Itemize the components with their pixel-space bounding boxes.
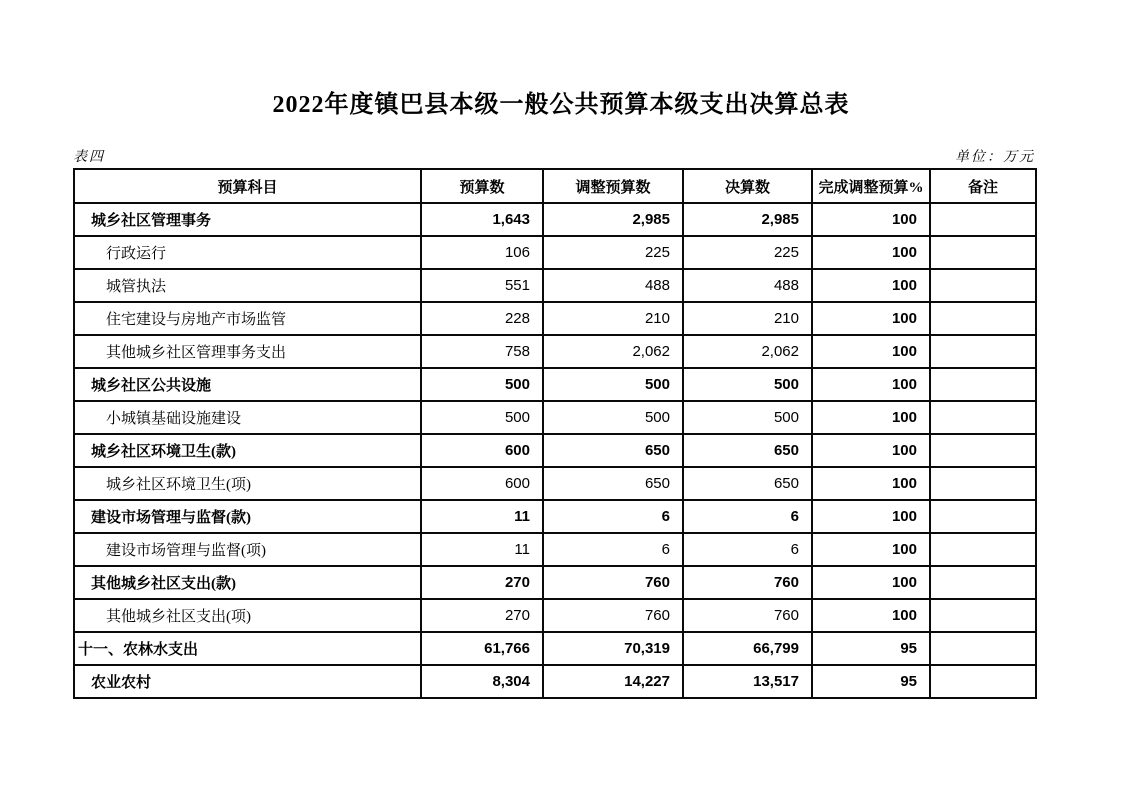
subject-cell: 城乡社区环境卫生(项) bbox=[74, 467, 421, 500]
adjusted-budget-cell: 2,985 bbox=[543, 203, 683, 236]
adjusted-budget-cell: 488 bbox=[543, 269, 683, 302]
note-cell bbox=[930, 533, 1036, 566]
table-row bbox=[74, 566, 1036, 599]
subject-cell: 住宅建设与房地产市场监管 bbox=[74, 302, 421, 335]
final-account-cell: 13,517 bbox=[683, 665, 812, 698]
subject-cell: 其他城乡社区支出(项) bbox=[74, 599, 421, 632]
final-account-cell: 500 bbox=[683, 401, 812, 434]
table-row bbox=[74, 269, 1036, 302]
budget-amount-cell: 270 bbox=[421, 566, 543, 599]
header-completion-pct: 完成调整预算% bbox=[812, 169, 930, 203]
table-row bbox=[74, 401, 1036, 434]
subject-cell: 其他城乡社区管理事务支出 bbox=[74, 335, 421, 368]
final-account-cell: 66,799 bbox=[683, 632, 812, 665]
completion-pct-cell: 100 bbox=[812, 203, 930, 236]
budget-amount-cell: 228 bbox=[421, 302, 543, 335]
table-row bbox=[74, 599, 1036, 632]
adjusted-budget-cell: 650 bbox=[543, 467, 683, 500]
adjusted-budget-cell: 500 bbox=[543, 401, 683, 434]
budget-table bbox=[73, 168, 1037, 699]
table-row bbox=[74, 533, 1036, 566]
subject-cell: 行政运行 bbox=[74, 236, 421, 269]
completion-pct-cell: 95 bbox=[812, 665, 930, 698]
budget-amount-cell: 758 bbox=[421, 335, 543, 368]
table-header-row bbox=[74, 169, 1036, 203]
table-row bbox=[74, 434, 1036, 467]
adjusted-budget-cell: 210 bbox=[543, 302, 683, 335]
final-account-cell: 500 bbox=[683, 368, 812, 401]
completion-pct-cell: 95 bbox=[812, 632, 930, 665]
completion-pct-cell: 100 bbox=[812, 566, 930, 599]
note-cell bbox=[930, 467, 1036, 500]
table-row bbox=[74, 236, 1036, 269]
table-row bbox=[74, 203, 1036, 236]
completion-pct-cell: 100 bbox=[812, 434, 930, 467]
final-account-cell: 2,985 bbox=[683, 203, 812, 236]
budget-amount-cell: 500 bbox=[421, 401, 543, 434]
final-account-cell: 760 bbox=[683, 599, 812, 632]
subject-cell: 建设市场管理与监督(项) bbox=[74, 533, 421, 566]
header-budget-subject: 预算科目 bbox=[74, 169, 421, 203]
table-row bbox=[74, 500, 1036, 533]
final-account-cell: 2,062 bbox=[683, 335, 812, 368]
completion-pct-cell: 100 bbox=[812, 533, 930, 566]
final-account-cell: 225 bbox=[683, 236, 812, 269]
note-cell bbox=[930, 434, 1036, 467]
note-cell bbox=[930, 368, 1036, 401]
subject-cell: 城乡社区管理事务 bbox=[74, 203, 421, 236]
header-note: 备注 bbox=[930, 169, 1036, 203]
header-final-account: 决算数 bbox=[683, 169, 812, 203]
budget-amount-cell: 600 bbox=[421, 434, 543, 467]
table-body bbox=[74, 203, 1036, 698]
subject-cell: 城管执法 bbox=[74, 269, 421, 302]
completion-pct-cell: 100 bbox=[812, 236, 930, 269]
final-account-cell: 6 bbox=[683, 533, 812, 566]
final-account-cell: 488 bbox=[683, 269, 812, 302]
subject-cell: 小城镇基础设施建设 bbox=[74, 401, 421, 434]
final-account-cell: 6 bbox=[683, 500, 812, 533]
budget-amount-cell: 551 bbox=[421, 269, 543, 302]
completion-pct-cell: 100 bbox=[812, 599, 930, 632]
budget-amount-cell: 11 bbox=[421, 500, 543, 533]
note-cell bbox=[930, 302, 1036, 335]
subject-cell: 农业农村 bbox=[74, 665, 421, 698]
budget-amount-cell: 1,643 bbox=[421, 203, 543, 236]
note-cell bbox=[930, 599, 1036, 632]
adjusted-budget-cell: 760 bbox=[543, 566, 683, 599]
adjusted-budget-cell: 6 bbox=[543, 533, 683, 566]
budget-amount-cell: 270 bbox=[421, 599, 543, 632]
completion-pct-cell: 100 bbox=[812, 269, 930, 302]
completion-pct-cell: 100 bbox=[812, 335, 930, 368]
table-meta-row bbox=[73, 142, 1035, 166]
adjusted-budget-cell: 70,319 bbox=[543, 632, 683, 665]
final-account-cell: 650 bbox=[683, 434, 812, 467]
budget-amount-cell: 600 bbox=[421, 467, 543, 500]
note-cell bbox=[930, 335, 1036, 368]
table-row bbox=[74, 467, 1036, 500]
subject-cell: 十一、农林水支出 bbox=[74, 632, 421, 665]
note-cell bbox=[930, 401, 1036, 434]
table-row bbox=[74, 665, 1036, 698]
adjusted-budget-cell: 225 bbox=[543, 236, 683, 269]
note-cell bbox=[930, 203, 1036, 236]
completion-pct-cell: 100 bbox=[812, 302, 930, 335]
table-row bbox=[74, 368, 1036, 401]
completion-pct-cell: 100 bbox=[812, 500, 930, 533]
adjusted-budget-cell: 6 bbox=[543, 500, 683, 533]
note-cell bbox=[930, 236, 1036, 269]
final-account-cell: 210 bbox=[683, 302, 812, 335]
budget-amount-cell: 11 bbox=[421, 533, 543, 566]
note-cell bbox=[930, 665, 1036, 698]
subject-cell: 其他城乡社区支出(款) bbox=[74, 566, 421, 599]
subject-cell: 建设市场管理与监督(款) bbox=[74, 500, 421, 533]
note-cell bbox=[930, 500, 1036, 533]
subject-cell: 城乡社区公共设施 bbox=[74, 368, 421, 401]
table-row bbox=[74, 302, 1036, 335]
budget-amount-cell: 106 bbox=[421, 236, 543, 269]
budget-amount-cell: 500 bbox=[421, 368, 543, 401]
adjusted-budget-cell: 2,062 bbox=[543, 335, 683, 368]
adjusted-budget-cell: 14,227 bbox=[543, 665, 683, 698]
budget-amount-cell: 8,304 bbox=[421, 665, 543, 698]
unit-label: 单位：万元 bbox=[955, 150, 1035, 165]
subject-cell: 城乡社区环境卫生(款) bbox=[74, 434, 421, 467]
completion-pct-cell: 100 bbox=[812, 368, 930, 401]
completion-pct-cell: 100 bbox=[812, 467, 930, 500]
header-budget-amount: 预算数 bbox=[421, 169, 543, 203]
header-adjusted-budget: 调整预算数 bbox=[543, 169, 683, 203]
page-title: 2022年度镇巴县本级一般公共预算本级支出决算总表 bbox=[272, 92, 850, 118]
table-row bbox=[74, 632, 1036, 665]
table-number-label: 表四 bbox=[73, 150, 105, 165]
note-cell bbox=[930, 632, 1036, 665]
adjusted-budget-cell: 760 bbox=[543, 599, 683, 632]
completion-pct-cell: 100 bbox=[812, 401, 930, 434]
table-row bbox=[74, 335, 1036, 368]
adjusted-budget-cell: 500 bbox=[543, 368, 683, 401]
adjusted-budget-cell: 650 bbox=[543, 434, 683, 467]
note-cell bbox=[930, 269, 1036, 302]
final-account-cell: 650 bbox=[683, 467, 812, 500]
budget-amount-cell: 61,766 bbox=[421, 632, 543, 665]
final-account-cell: 760 bbox=[683, 566, 812, 599]
note-cell bbox=[930, 566, 1036, 599]
